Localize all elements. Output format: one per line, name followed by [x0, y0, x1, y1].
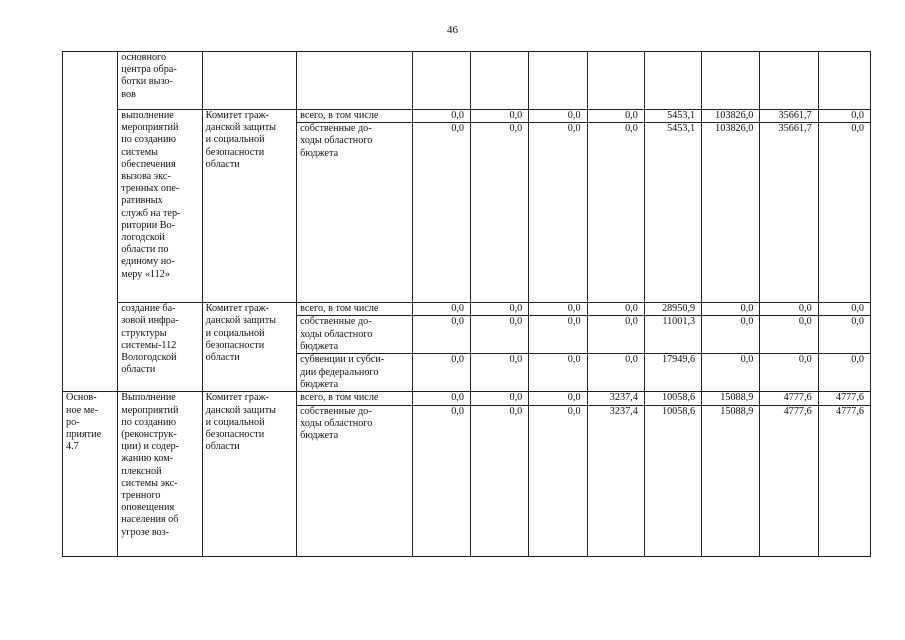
value-cell: 0,0 — [760, 316, 818, 354]
value-cell: 28950,9 — [644, 303, 701, 316]
value-cell: 0,0 — [470, 405, 528, 556]
value-cell: 4777,6 — [818, 392, 870, 405]
value-cell: 0,0 — [412, 316, 470, 354]
value-cell: 3237,4 — [587, 405, 644, 556]
value-cell: 0,0 — [818, 303, 870, 316]
value-cell: 0,0 — [529, 405, 587, 556]
value-cell: 0,0 — [412, 303, 470, 316]
table-cell — [760, 52, 818, 110]
value-cell: 0,0 — [470, 354, 528, 392]
value-cell: 17949,6 — [644, 354, 701, 392]
value-cell: 0,0 — [587, 354, 644, 392]
value-cell: 0,0 — [702, 303, 760, 316]
table-row — [63, 303, 871, 316]
table-cell: основного центра обра- ботки вызо- вов — [118, 52, 202, 110]
value-cell: 35661,7 — [760, 110, 818, 123]
value-cell: 0,0 — [470, 303, 528, 316]
table-cell — [644, 52, 701, 110]
table-cell — [202, 52, 296, 110]
source-cell: субвенции и субси- дии федерального бюджета — [297, 354, 413, 392]
value-cell: 0,0 — [529, 110, 587, 123]
value-cell: 5453,1 — [644, 110, 701, 123]
activity-cell: создание ба- зовой инфра- структуры системы-112 Вологодской области — [118, 303, 202, 392]
value-cell: 0,0 — [587, 123, 644, 303]
value-cell: 0,0 — [587, 110, 644, 123]
table-cell — [529, 52, 587, 110]
value-cell: 11001,3 — [644, 316, 701, 354]
executor-cell: Комитет граж- данской защиты и социальной безопасности области — [202, 303, 296, 392]
value-cell: 0,0 — [412, 392, 470, 405]
source-cell: всего, в том числе — [297, 303, 413, 316]
source-cell: всего, в том числе — [297, 110, 413, 123]
value-cell: 15088,9 — [702, 405, 760, 556]
activity-cell: выполнение мероприятий по созданию системы обеспечения вызова экс- тренных опе- ративных служб на тер- ритории Во- логодской области по единому но- меру «112» — [118, 110, 202, 303]
table-cell — [470, 52, 528, 110]
source-cell: собственные до- ходы областного бюджета — [297, 405, 413, 556]
table-row — [63, 110, 871, 123]
value-cell: 0,0 — [529, 123, 587, 303]
value-cell: 0,0 — [702, 316, 760, 354]
value-cell: 0,0 — [529, 392, 587, 405]
budget-table — [62, 51, 871, 557]
value-cell: 0,0 — [470, 392, 528, 405]
value-cell: 5453,1 — [644, 123, 701, 303]
value-cell: 0,0 — [818, 123, 870, 303]
executor-cell: Комитет граж- данской защиты и социальной безопасности области — [202, 110, 296, 303]
value-cell: 0,0 — [587, 316, 644, 354]
value-cell: 10058,6 — [644, 405, 701, 556]
page-number: 46 — [447, 24, 458, 36]
value-cell: 4777,6 — [760, 405, 818, 556]
value-cell: 103826,0 — [702, 123, 760, 303]
table-cell — [297, 52, 413, 110]
value-cell: 0,0 — [529, 303, 587, 316]
table-row — [63, 52, 871, 110]
value-cell: 0,0 — [470, 123, 528, 303]
table-row — [63, 392, 871, 405]
table-cell — [818, 52, 870, 110]
value-cell: 0,0 — [470, 316, 528, 354]
value-cell: 0,0 — [818, 316, 870, 354]
value-cell: 0,0 — [818, 354, 870, 392]
value-cell: 0,0 — [529, 316, 587, 354]
activity-cell: Выполнение мероприятий по созданию (реконструк- ции) и содер- жанию ком- плексной системы экс- тренного оповещения населения об угрозе воз- — [118, 392, 202, 556]
value-cell: 0,0 — [412, 405, 470, 556]
value-cell: 0,0 — [412, 110, 470, 123]
table-cell — [63, 52, 118, 392]
value-cell: 35661,7 — [760, 123, 818, 303]
table-cell — [412, 52, 470, 110]
value-cell: 0,0 — [587, 303, 644, 316]
source-cell: собственные до- ходы областного бюджета — [297, 316, 413, 354]
source-cell: всего, в том числе — [297, 392, 413, 405]
value-cell: 0,0 — [760, 354, 818, 392]
value-cell: 10058,6 — [644, 392, 701, 405]
value-cell: 0,0 — [760, 303, 818, 316]
value-cell: 0,0 — [470, 110, 528, 123]
value-cell: 0,0 — [412, 354, 470, 392]
table-cell — [702, 52, 760, 110]
value-cell: 4777,6 — [818, 405, 870, 556]
value-cell: 15088,9 — [702, 392, 760, 405]
value-cell: 0,0 — [529, 354, 587, 392]
value-cell: 0,0 — [412, 123, 470, 303]
value-cell: 4777,6 — [760, 392, 818, 405]
table-cell — [587, 52, 644, 110]
measure-label-cell: Основ- ное ме- ро- приятие 4.7 — [63, 392, 118, 556]
executor-cell: Комитет граж- данской защиты и социальной безопасности области — [202, 392, 296, 556]
value-cell: 3237,4 — [587, 392, 644, 405]
value-cell: 0,0 — [702, 354, 760, 392]
source-cell: собственные до- ходы областного бюджета — [297, 123, 413, 303]
value-cell: 103826,0 — [702, 110, 760, 123]
value-cell: 0,0 — [818, 110, 870, 123]
